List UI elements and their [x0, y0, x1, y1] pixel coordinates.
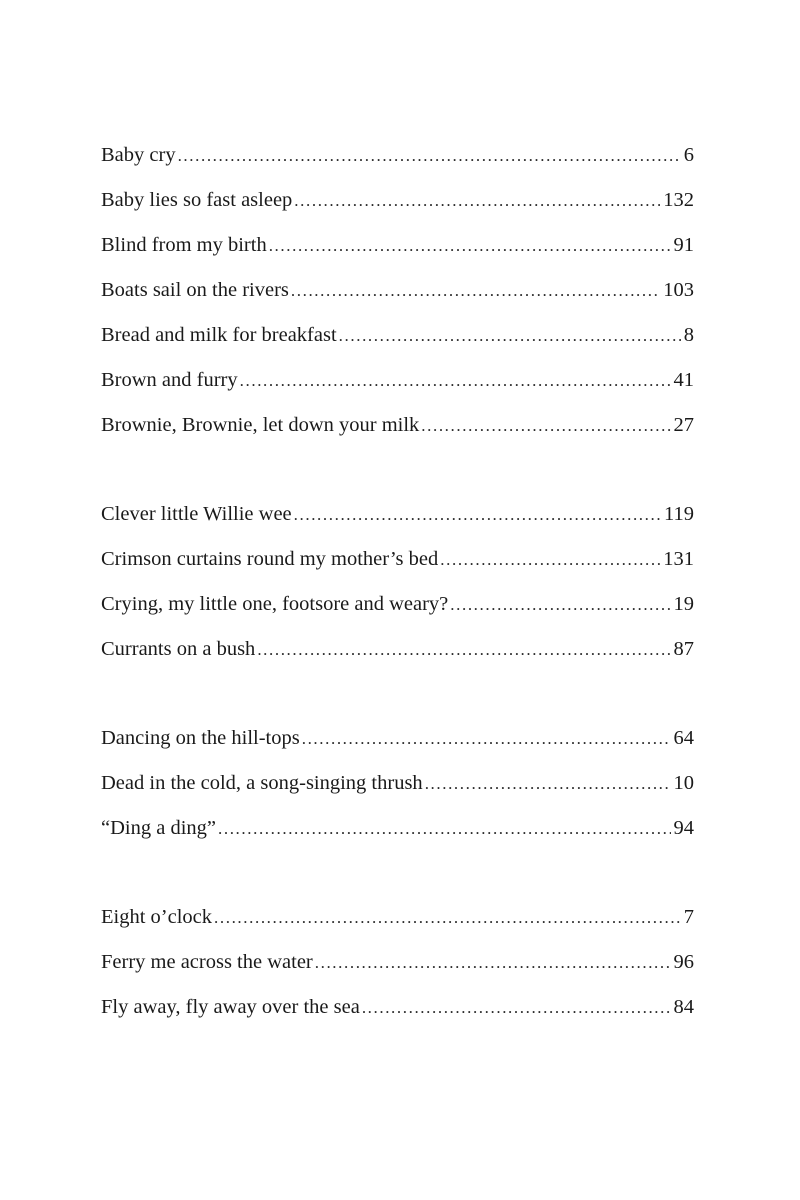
entry-page-number: 91	[673, 234, 694, 256]
entry-page-number: 94	[673, 817, 694, 839]
index-group-c	[101, 492, 694, 672]
entry-title: Brownie, Brownie, let down your milk	[101, 414, 420, 436]
entry-title: Dancing on the hill-tops	[101, 727, 300, 749]
index-entry	[101, 985, 694, 1030]
entry-page-number: 64	[673, 727, 694, 749]
entry-title: “Ding a ding”	[101, 817, 216, 839]
entry-title: Eight o’clock	[101, 906, 213, 928]
dot-leader	[362, 985, 671, 1030]
entry-page-number: 103	[663, 279, 694, 301]
entry-page-number: 8	[683, 324, 694, 346]
entry-page-number: 41	[673, 369, 694, 391]
entry-page-number: 132	[663, 189, 694, 211]
index-group-d	[101, 716, 694, 851]
index-group-b	[101, 133, 694, 448]
entry-title: Blind from my birth	[101, 234, 267, 256]
dot-leader	[178, 133, 681, 178]
dot-leader	[269, 223, 671, 268]
index-entry	[101, 761, 694, 806]
entry-page-number: 19	[673, 593, 694, 615]
entry-page-number: 7	[683, 906, 694, 928]
index-entry	[101, 223, 694, 268]
dot-leader	[440, 537, 660, 582]
index-entry	[101, 537, 694, 582]
entry-title: Boats sail on the rivers	[101, 279, 289, 301]
entry-page-number: 131	[663, 548, 694, 570]
index-entry	[101, 313, 694, 358]
dot-leader	[339, 313, 681, 358]
dot-leader	[218, 806, 671, 851]
index-entry	[101, 716, 694, 761]
dot-leader	[240, 358, 671, 403]
index-entry	[101, 895, 694, 940]
index-entry	[101, 358, 694, 403]
entry-title: Crying, my little one, footsore and weary?	[101, 593, 449, 615]
index-entry	[101, 582, 694, 627]
dot-leader	[291, 268, 660, 313]
dot-leader	[294, 492, 661, 537]
dot-leader	[421, 403, 670, 448]
entry-title: Brown and furry	[101, 369, 238, 391]
entry-title: Clever little Willie wee	[101, 503, 292, 525]
index-entry	[101, 178, 694, 223]
entry-title: Ferry me across the water	[101, 951, 313, 973]
entry-page-number: 10	[673, 772, 694, 794]
entry-title: Dead in the cold, a song-singing thrush	[101, 772, 423, 794]
dot-leader	[450, 582, 670, 627]
entry-title: Currants on a bush	[101, 638, 256, 660]
entry-title: Baby cry	[101, 144, 176, 166]
entry-title: Crimson curtains round my mother’s bed	[101, 548, 439, 570]
entry-title: Bread and milk for breakfast	[101, 324, 337, 346]
dot-leader	[294, 178, 660, 223]
dot-leader	[425, 761, 671, 806]
entry-page-number: 27	[673, 414, 694, 436]
dot-leader	[315, 940, 671, 985]
entry-page-number: 119	[664, 503, 694, 525]
index-entry	[101, 492, 694, 537]
index-entry	[101, 806, 694, 851]
dot-leader	[214, 895, 681, 940]
index-entry	[101, 133, 694, 178]
index-entry	[101, 403, 694, 448]
index-entry	[101, 268, 694, 313]
dot-leader	[302, 716, 671, 761]
entry-title: Baby lies so fast asleep	[101, 189, 293, 211]
dot-leader	[257, 627, 670, 672]
entry-page-number: 96	[673, 951, 694, 973]
entry-page-number: 87	[673, 638, 694, 660]
entry-page-number: 84	[673, 996, 694, 1018]
entry-page-number: 6	[683, 144, 694, 166]
entry-title: Fly away, fly away over the sea	[101, 996, 360, 1018]
index-group-e-f	[101, 895, 694, 1030]
index-entry	[101, 627, 694, 672]
first-lines-index	[101, 133, 694, 1074]
index-entry	[101, 940, 694, 985]
